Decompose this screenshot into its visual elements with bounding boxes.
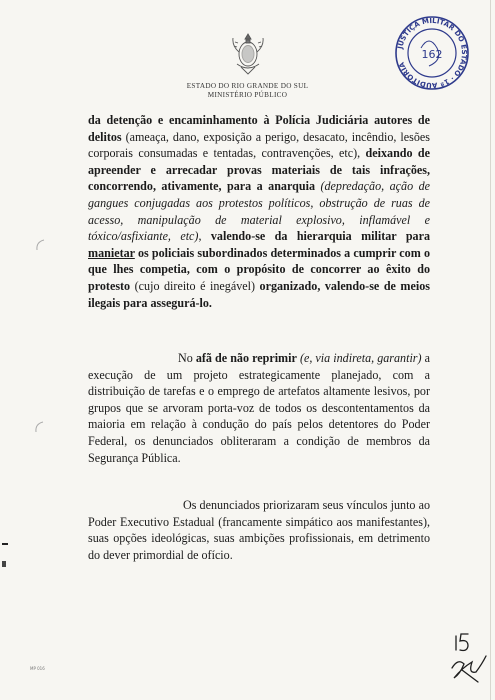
- p1-text-2: ,: [198, 229, 211, 244]
- p1-text-1: (ameaça, dano, exposição a perigo, desacato, incêndio, lesões corporais consumadas e tentadas, contravenções, etc),: [88, 129, 430, 161]
- page-edge: [490, 0, 491, 700]
- p2-text-2: a execução de um projeto estrategicamente planejado, com a distribuição de tarefas e o emprego de artefatos altamente lesivos, por grupos que se arvoram porta-voz de todos os descontentamentos da maioria em relação à condução do país pelos detentores do Poder Federal, os denunciados obliteraram a condição de membros da Segurança Pública.: [88, 351, 430, 465]
- stamp-page-number: 162: [421, 48, 443, 61]
- p1-bold-4: os policiais subordinados determinados a cumprir com o que lhes competia, com o propósito de concorrer ao êxito do protesto: [88, 245, 430, 293]
- scan-edge-mark: [2, 561, 6, 567]
- p1-text-3: (cujo direito é inegável): [130, 278, 260, 293]
- state-coat-of-arms-icon: [228, 30, 268, 76]
- p2-text-1: No: [178, 351, 196, 365]
- handwritten-initials: [448, 628, 490, 686]
- paragraph-2: [88, 350, 430, 466]
- p1-bold-3: valendo-se da hierarquia militar para: [210, 229, 431, 244]
- court-stamp: [393, 14, 471, 92]
- p1-bold-1: da detenção e encaminhamento à Polícia Judiciária autores de delitos: [88, 113, 430, 144]
- p1-bold-2: deixando de apreender e arrecadar provas materiais de tais infrações, concorrendo, ativamente, para a anarquia: [88, 146, 430, 194]
- paragraph-3: Os denunciados priorizaram seus vínculos junto ao Poder Executivo Estadual (francamente simpático aos manifestantes), suas opções ideológicas, suas ambições profissionais, em detrimento do dever primordial de ofício.: [88, 498, 430, 562]
- state-name: ESTADO DO RIO GRANDE DO SUL: [186, 82, 309, 90]
- p1-italic-1: (depredação, ação de gangues conjugadas aos protestos políticos, obstrução de ruas de acesso, manipulação de material explosivo, inflamável e tóxico/asfixiante, etc): [88, 179, 431, 244]
- margin-hole-mark: [34, 238, 46, 252]
- p2-italic-1: (e, via indireta, garantir): [296, 351, 422, 365]
- stamp-ring-text: JUSTIÇA MILITAR DO ESTADO · 1ª AUDITORIA: [396, 16, 469, 90]
- margin-hole-mark: [33, 420, 45, 434]
- p2-bold-1: afã de não reprimir: [195, 351, 297, 365]
- p1-underlined-word: manietar: [88, 245, 135, 260]
- paragraph-1: [88, 112, 430, 311]
- p1-bold-5: organizado, valendo-se de meios ilegais para assegurá-lo.: [88, 278, 430, 310]
- scan-edge-mark: [2, 543, 8, 545]
- institution-name: MINISTÉRIO PÚBLICO: [207, 91, 288, 99]
- footer-code: MP 016: [30, 666, 45, 671]
